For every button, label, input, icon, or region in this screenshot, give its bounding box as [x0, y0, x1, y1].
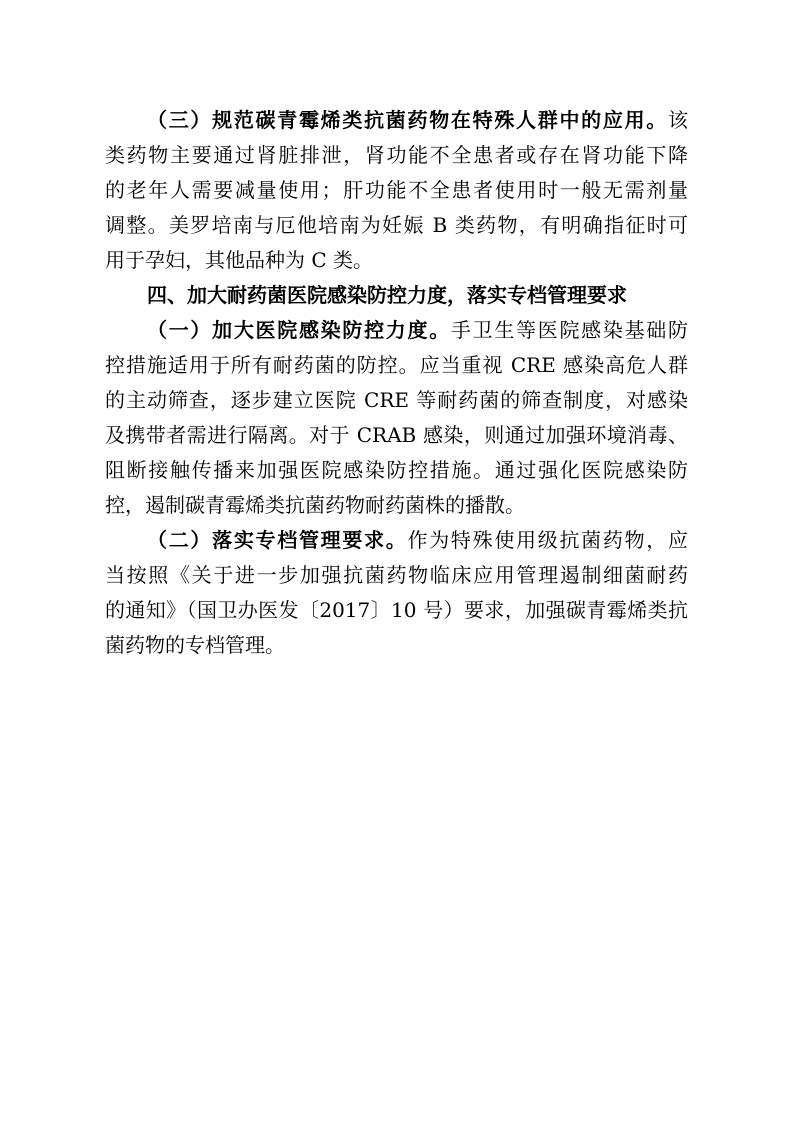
paragraph-section-3-line-2: 类药物主要通过肾脏排泄，肾功能不全患者或存在肾功能下降 [105, 143, 688, 167]
paragraph-section-4-2-line-3: 的通知》（国卫办医发〔2017〕10 号）要求，加强碳青霉烯类抗 [105, 598, 688, 622]
paragraph-section-4-1-line-6: 控，遏制碳青霉烯类抗菌药物耐药菌株的播散。 [105, 493, 525, 517]
paragraph-section-4-2-line-1 [105, 523, 688, 558]
section-3-lead: （三）规范碳青霉烯类抗菌药物在特殊人群中的应用。 [147, 108, 668, 132]
section-4-1-text: 手卫生等医院感染基础防 [450, 318, 688, 342]
document-body [105, 103, 688, 663]
paragraph-section-4-1-line-1 [105, 313, 688, 348]
paragraph-section-4-1-line-2: 控措施适用于所有耐药菌的防控。应当重视 CRE 感染高危人群 [105, 353, 688, 377]
paragraph-section-4-2-line-4: 菌药物的专档管理。 [105, 633, 285, 657]
paragraph-section-4-1-line-5: 阻断接触传播来加强医院感染防控措施。通过强化医院感染防 [105, 458, 688, 482]
section-4-heading: 四、加大耐药菌医院感染防控力度，落实专档管理要求 [147, 283, 627, 307]
paragraph-section-3-line-5: 用于孕妇，其他品种为 C 类。 [105, 248, 374, 272]
section-4-2-lead: （二）落实专档管理要求。 [147, 528, 408, 552]
paragraph-section-3-line-1 [105, 103, 688, 138]
paragraph-section-4-2-line-2: 当按照《关于进一步加强抗菌药物临床应用管理遏制细菌耐药 [105, 563, 688, 587]
section-4-2-text: 作为特殊使用级抗菌药物，应 [407, 528, 688, 552]
paragraph-section-3-line-4: 调整。美罗培南与厄他培南为妊娠 B 类药物，有明确指征时可 [105, 213, 688, 237]
paragraph-section-4-1-line-4: 及携带者需进行隔离。对于 CRAB 感染，则通过加强环境消毒、 [105, 423, 688, 447]
section-4-1-lead: （一）加大医院感染防控力度。 [147, 318, 451, 342]
section-3-text: 该 [668, 108, 688, 132]
paragraph-section-3-line-3: 的老年人需要减量使用；肝功能不全患者使用时一般无需剂量 [105, 178, 688, 202]
paragraph-section-4-1-line-3: 的主动筛查，逐步建立医院 CRE 等耐药菌的筛查制度，对感染 [105, 388, 688, 412]
